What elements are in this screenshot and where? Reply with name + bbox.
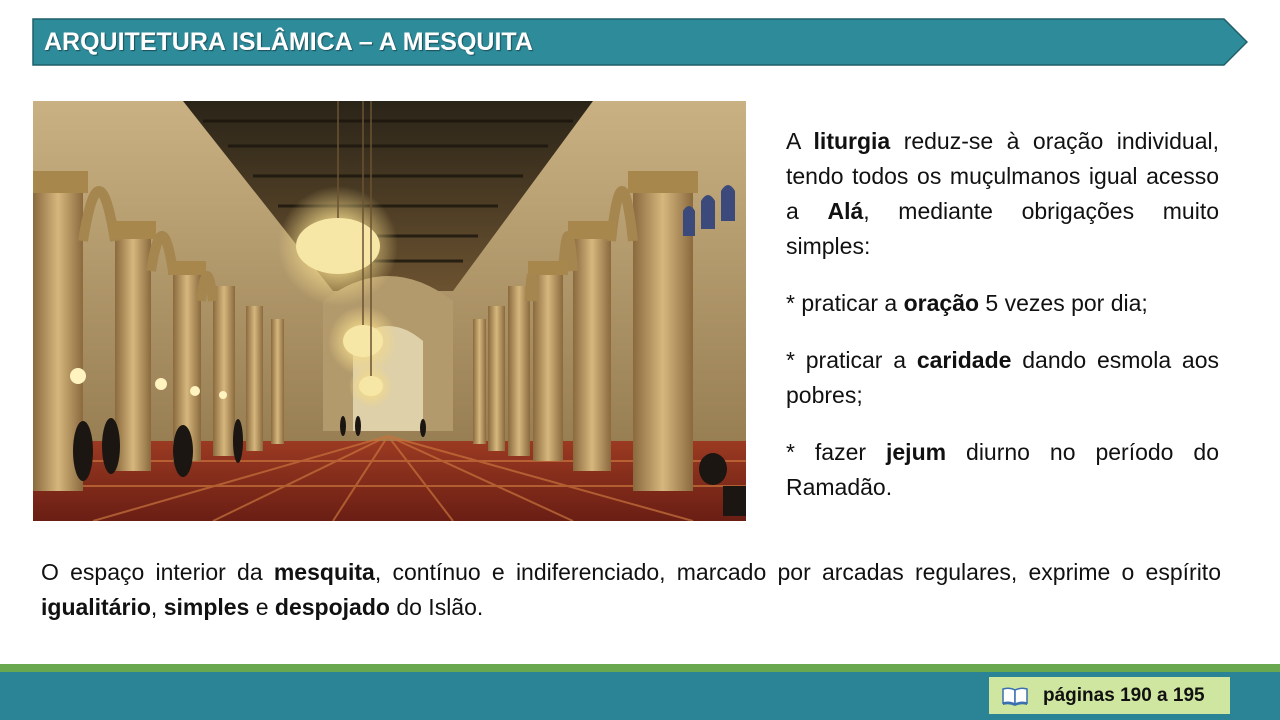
textbook-pages-reference (989, 677, 1230, 714)
bold-term-caridade: caridade (916, 347, 1012, 373)
bullet-jejum (786, 435, 1219, 505)
text-run: O espaço interior da (41, 559, 274, 585)
book-icon (1001, 686, 1029, 706)
text-run: * fazer (786, 439, 886, 465)
text-run: * praticar a (786, 347, 917, 373)
text-run: A (786, 128, 814, 154)
text-run: diurno no período do Ramadão. (786, 439, 1219, 500)
bold-term-jejum: jejum (886, 439, 947, 465)
pages-label: páginas 190 a 195 (1043, 684, 1205, 706)
liturgy-text-block (786, 124, 1219, 527)
text-run: , (150, 594, 164, 620)
bold-term-igualitario: igualitário (41, 594, 151, 620)
text-run: do Islão. (389, 594, 484, 620)
text-run: reduz-se à oração individual, tendo todos os muçulmanos igual acesso a (786, 128, 1219, 224)
mosque-interior-photo (33, 101, 746, 521)
mosque-space-paragraph (41, 555, 1221, 625)
liturgy-paragraph (786, 124, 1219, 264)
text-run: * praticar a (786, 290, 904, 316)
text-run: , mediante obrigações muito simples: (786, 198, 1219, 259)
bold-term-liturgia: liturgia (813, 128, 891, 154)
bold-term-mesquita: mesquita (273, 559, 375, 585)
bold-term-despojado: despojado (274, 594, 390, 620)
text-run: 5 vezes por dia; (979, 290, 1148, 316)
bullet-oracao (786, 286, 1219, 321)
bullet-caridade (786, 343, 1219, 413)
text-run: dando esmola aos pobres; (786, 347, 1220, 408)
footer-green-stripe (0, 664, 1280, 672)
page-title: ARQUITETURA ISLÂMICA – A MESQUITA (44, 28, 533, 56)
bold-term-ala: Alá (827, 198, 864, 224)
text-run: e (249, 594, 275, 620)
bold-term-oracao: oração (903, 290, 980, 316)
bold-term-simples: simples (163, 594, 250, 620)
title-banner (32, 18, 1248, 66)
text-run: , contínuo e indiferenciado, marcado por arcadas regulares, exprime o espírito (374, 559, 1221, 585)
